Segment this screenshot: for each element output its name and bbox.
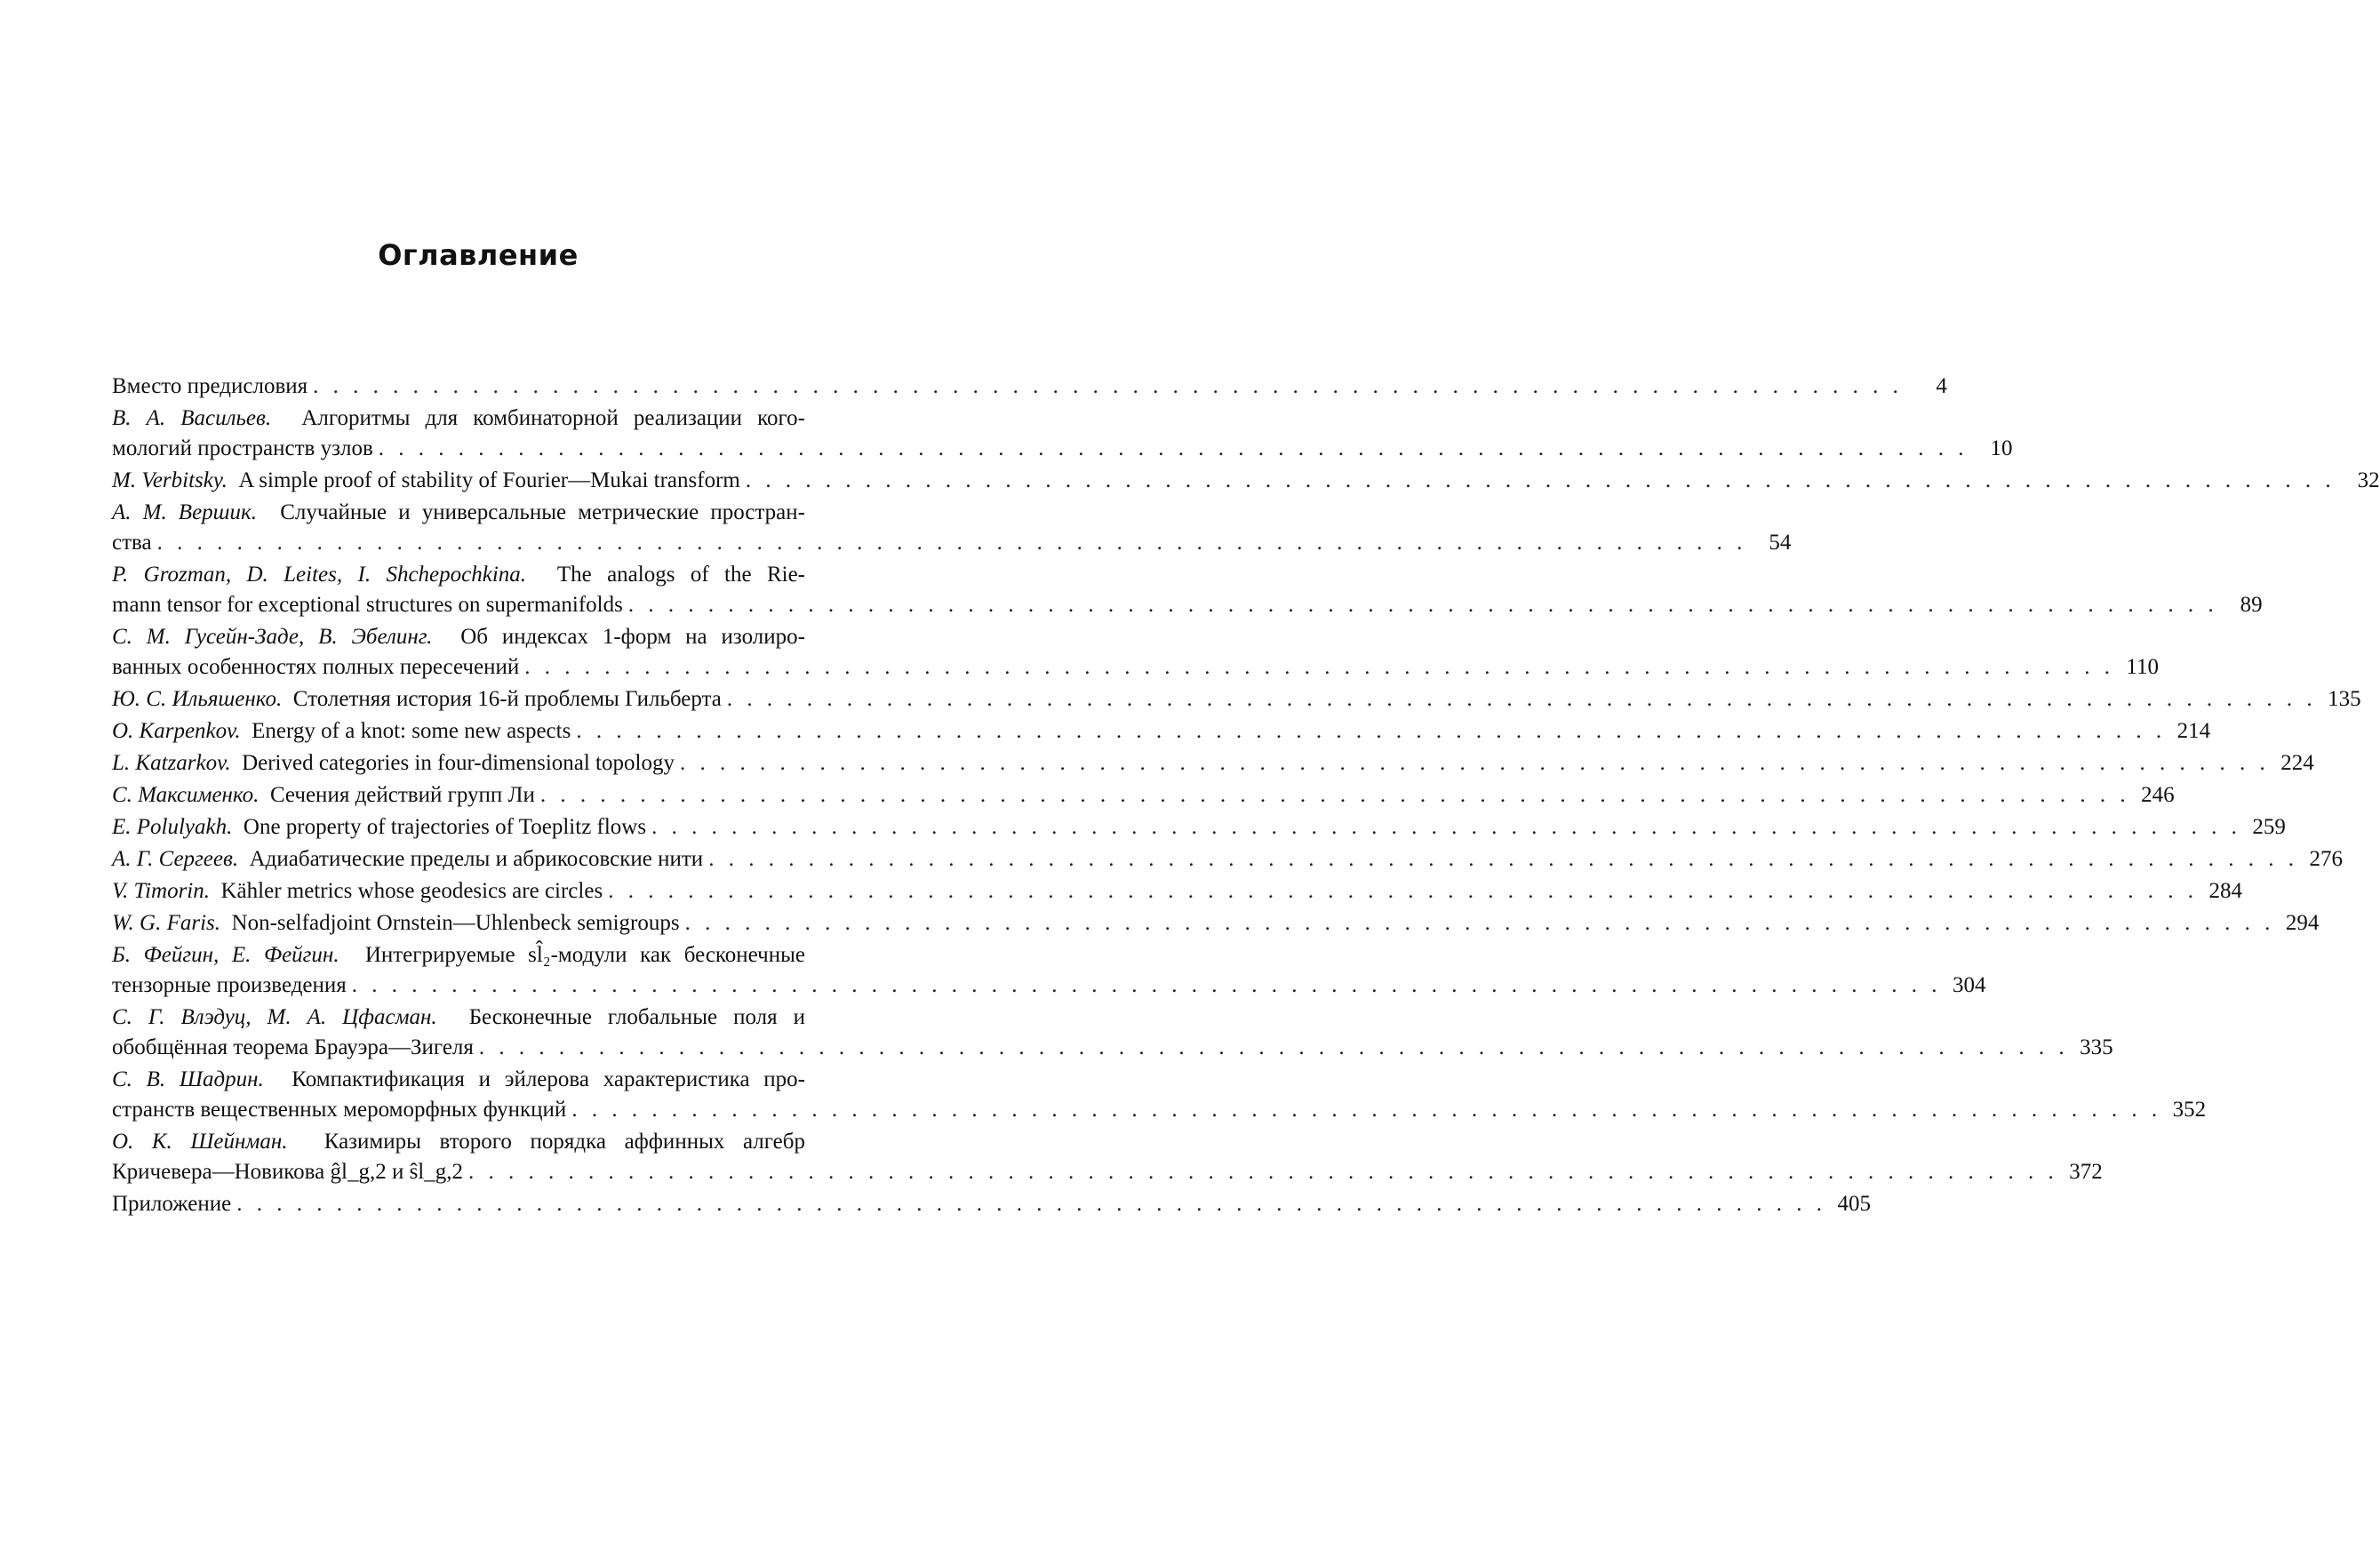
toc-line	[112, 372, 1947, 402]
toc-text	[112, 1003, 805, 1033]
toc-title: ства	[112, 531, 152, 555]
toc-page-number: 32	[2357, 468, 2380, 492]
toc-text	[112, 971, 347, 1001]
toc-line	[112, 652, 2159, 683]
toc-title: A simple proof of stability of Fourier—Mukai transform	[238, 468, 740, 492]
toc-leader-dots: . . . . . . . . . . . . . . . . . . . . . . . . . . . . . . . . . . . . . . . . . . . . . . . . . . . . . . . . . . . . . . . . . . . . . . . . . . . . . . . .	[236, 1192, 1826, 1216]
toc-page-number: 276	[2309, 847, 2343, 871]
toc-title: Derived categories in four-dimensional topology	[242, 751, 675, 775]
toc-text	[112, 1157, 463, 1187]
toc-author: M. Verbitsky.	[112, 468, 228, 492]
toc-author: С. В. Шадрин.	[112, 1067, 264, 1091]
toc-page-number: 135	[2328, 687, 2361, 711]
toc-leader-dots: . . . . . . . . . . . . . . . . . . . . . . . . . . . . . . . . . . . . . . . . . . . . . . . . . . . . . . . . . . . . . . . . . . . . . . . . . . . . . . . .	[627, 593, 2218, 617]
toc-line	[112, 434, 2013, 464]
page-title: Оглавление	[378, 238, 579, 272]
toc-text	[112, 590, 623, 620]
toc-title: обобщённая теорема Брауэра—Зигеля	[112, 1035, 474, 1059]
toc-leader-dots: . . . . . . . . . . . . . . . . . . . . . . . . . . . . . . . . . . . . . . . . . . . . . . . . . . . . . . . . . . . . . . . . . . . . . . . . . . . . . . . .	[726, 687, 2317, 711]
toc-title: Компактификация и эйлерова характеристика про-	[292, 1067, 806, 1091]
toc-title: The analogs of the Rie-	[556, 563, 806, 587]
toc-page-number: 214	[2176, 719, 2211, 743]
toc-entry[interactable]	[112, 684, 2361, 715]
toc-title: Non-selfadjoint Ornstein—Uhlenbeck semigroups	[231, 911, 680, 935]
toc-entry[interactable]	[112, 748, 2314, 779]
table-of-contents	[112, 372, 2380, 1221]
toc-page-number: 10	[1990, 436, 2013, 460]
toc-leader-dots: . . . . . . . . . . . . . . . . . . . . . . . . . . . . . . . . . . . . . . . . . . . . . . . . . . . . . . . . . . . . . . . . . . . . . . . . . . . . . . . .	[708, 847, 2298, 871]
toc-text	[112, 434, 373, 464]
toc-entry[interactable]	[112, 876, 2242, 907]
toc-text	[112, 1065, 805, 1095]
toc-entry[interactable]	[112, 403, 2013, 464]
toc-text	[112, 528, 152, 558]
toc-line	[112, 748, 2314, 779]
toc-line	[112, 844, 2343, 875]
toc-leader-dots: . . . . . . . . . . . . . . . . . . . . . . . . . . . . . . . . . . . . . . . . . . . . . . . . . . . . . . . . . . . . . . . . . . . . . . . . . . . . . . . .	[608, 879, 2198, 903]
toc-text	[112, 716, 571, 747]
toc-line	[112, 498, 862, 528]
toc-line	[112, 1189, 1871, 1219]
toc-author: С. М. Гусейн-Заде, В. Эбелинг.	[112, 625, 433, 649]
toc-text	[112, 684, 722, 715]
toc-line	[112, 971, 1986, 1001]
toc-title: ванных особенностях полных пересечений	[112, 655, 520, 679]
toc-leader-dots: . . . . . . . . . . . . . . . . . . . . . . . . . . . . . . . . . . . . . . . . . . . . . . . . . . . . . . . . . . . . . . . . . . . . . . . . . . . . . . . .	[651, 815, 2241, 839]
toc-text	[112, 652, 519, 683]
toc-title: мологий пространств узлов	[112, 436, 373, 460]
toc-page-number: 224	[2280, 751, 2314, 775]
toc-title: Сечения действий групп Ли	[269, 783, 535, 807]
toc-entry[interactable]	[112, 466, 2380, 496]
toc-entry[interactable]	[112, 372, 1947, 402]
toc-page-number: 352	[2172, 1098, 2207, 1122]
toc-author: E. Polulyakh.	[112, 815, 233, 839]
toc-text	[112, 876, 603, 907]
toc-entry[interactable]	[112, 908, 2320, 939]
toc-text	[112, 372, 307, 402]
toc-title: Вместо предисловия	[112, 374, 308, 398]
toc-entry[interactable]	[112, 780, 2175, 811]
toc-text	[112, 403, 805, 434]
toc-text	[112, 466, 740, 496]
toc-entry[interactable]	[112, 940, 1986, 1001]
toc-leader-dots: . . . . . . . . . . . . . . . . . . . . . . . . . . . . . . . . . . . . . . . . . . . . . . . . . . . . . . . . . . . . . . . . . . . . . . . . . . . . . . . .	[571, 1098, 2162, 1122]
toc-page-number: 54	[1769, 531, 1792, 555]
toc-page-number: 259	[2252, 815, 2286, 839]
toc-title: Случайные и универсальные метрические простран-	[280, 500, 805, 524]
toc-title: Алгоритмы для комбинаторной реализации кого-	[301, 406, 805, 430]
toc-entry[interactable]	[112, 812, 2286, 843]
toc-text	[112, 812, 646, 843]
toc-author: P. Grozman, D. Leites, I. Shchepochkina.	[112, 563, 527, 587]
toc-text	[112, 1127, 805, 1157]
toc-page-number: 304	[1953, 973, 1986, 997]
toc-author: С. Г. Влэдуц, М. А. Цфасман.	[112, 1005, 437, 1029]
toc-entry[interactable]	[112, 844, 2343, 875]
toc-text	[112, 908, 680, 939]
toc-author: V. Timorin.	[112, 879, 210, 903]
toc-line	[112, 466, 2380, 496]
toc-line	[112, 908, 2320, 939]
toc-title: Адиабатические пределы и абрикосовские нити	[249, 847, 704, 871]
toc-author: O. Karpenkov.	[112, 719, 241, 743]
toc-line	[112, 1003, 862, 1033]
toc-text	[112, 1095, 566, 1125]
toc-line	[112, 940, 862, 971]
toc-leader-dots: . . . . . . . . . . . . . . . . . . . . . . . . . . . . . . . . . . . . . . . . . . . . . . . . . . . . . . . . . . . . . . . . . . . . . . . . . . . . . . . .	[524, 655, 2114, 679]
toc-page-number: 335	[2080, 1035, 2113, 1059]
toc-page-number: 405	[1837, 1192, 1871, 1216]
toc-line	[112, 876, 2242, 907]
toc-entry[interactable]	[112, 1065, 2207, 1125]
toc-page-number: 246	[2141, 783, 2175, 807]
toc-title: Казимиры второго порядка аффинных алгебр	[323, 1130, 805, 1154]
toc-entry[interactable]	[112, 560, 2263, 620]
toc-page-number: 110	[2126, 655, 2159, 679]
toc-author: А. М. Вершик.	[112, 500, 257, 524]
toc-title: тензорные произведения	[112, 973, 347, 997]
toc-entry[interactable]	[112, 622, 2159, 683]
toc-title: странств вещественных мероморфных функций	[112, 1098, 567, 1122]
toc-entry[interactable]	[112, 1003, 2113, 1063]
toc-page-number: 4	[1936, 374, 1947, 398]
toc-entry[interactable]	[112, 716, 2211, 747]
toc-text	[112, 748, 675, 779]
toc-text	[112, 780, 535, 811]
toc-leader-dots: . . . . . . . . . . . . . . . . . . . . . . . . . . . . . . . . . . . . . . . . . . . . . . . . . . . . . . . . . . . . . . . . . . . . . . . . . . . . . . . .	[378, 436, 1969, 460]
toc-title: Бесконечные глобальные поля и	[468, 1005, 805, 1029]
toc-entry[interactable]	[112, 498, 1792, 558]
toc-title: mann tensor for exceptional structures on supermanifolds	[112, 593, 623, 617]
toc-line	[112, 1157, 2103, 1187]
toc-line	[112, 528, 1792, 558]
toc-page-number: 284	[2208, 879, 2242, 903]
toc-entry[interactable]	[112, 1189, 1871, 1219]
toc-leader-dots: . . . . . . . . . . . . . . . . . . . . . . . . . . . . . . . . . . . . . . . . . . . . . . . . . . . . . . . . . . . . . . . . . . . . . . . . . . . . . . . .	[679, 751, 2270, 775]
toc-line	[112, 684, 2361, 715]
toc-author: О. К. Шейнман.	[112, 1130, 288, 1154]
toc-page-number: 89	[2240, 593, 2263, 617]
toc-title: One property of trajectories of Toeplitz flows	[243, 815, 647, 839]
toc-author: А. Г. Сергеев.	[112, 847, 239, 871]
toc-line	[112, 622, 862, 652]
toc-leader-dots: . . . . . . . . . . . . . . . . . . . . . . . . . . . . . . . . . . . . . . . . . . . . . . . . . . . . . . . . . . . . . . . . . . . . . . . . . . . . . . . .	[468, 1160, 2058, 1184]
toc-line	[112, 812, 2286, 843]
toc-leader-dots: . . . . . . . . . . . . . . . . . . . . . . . . . . . . . . . . . . . . . . . . . . . . . . . . . . . . . . . . . . . . . . . . . . . . . . . . . . . . . . . .	[684, 911, 2275, 935]
toc-line	[112, 560, 862, 590]
toc-leader-dots: . . . . . . . . . . . . . . . . . . . . . . . . . . . . . . . . . . . . . . . . . . . . . . . . . . . . . . . . . . . . . . . . . . . . . . . . . . . . . . . .	[539, 783, 2130, 807]
toc-title: Интегрируемые sl̂₂-модули как бесконечные	[364, 943, 805, 967]
toc-line	[112, 403, 862, 434]
toc-author: С. Максименко.	[112, 783, 260, 807]
toc-text	[112, 560, 805, 590]
toc-text	[112, 1033, 474, 1063]
toc-entry[interactable]	[112, 1127, 2103, 1187]
toc-title: Kähler metrics whose geodesics are circles	[220, 879, 603, 903]
toc-text	[112, 622, 805, 652]
toc-text	[112, 1189, 231, 1219]
toc-author: W. G. Faris.	[112, 911, 221, 935]
toc-text	[112, 498, 805, 528]
toc-line	[112, 780, 2175, 811]
toc-line	[112, 1033, 2113, 1063]
toc-leader-dots: . . . . . . . . . . . . . . . . . . . . . . . . . . . . . . . . . . . . . . . . . . . . . . . . . . . . . . . . . . . . . . . . . . . . . . . . . . . . . . . .	[313, 374, 1903, 398]
toc-leader-dots: . . . . . . . . . . . . . . . . . . . . . . . . . . . . . . . . . . . . . . . . . . . . . . . . . . . . . . . . . . . . . . . . . . . . . . . . . . . . . . . .	[156, 531, 1747, 555]
toc-leader-dots: . . . . . . . . . . . . . . . . . . . . . . . . . . . . . . . . . . . . . . . . . . . . . . . . . . . . . . . . . . . . . . . . . . . . . . . . . . . . . . . .	[351, 973, 1942, 997]
toc-line	[112, 1095, 2207, 1125]
toc-text	[112, 844, 703, 875]
toc-title: Столетняя история 16-й проблемы Гильберта	[292, 687, 722, 711]
toc-author: Ю. С. Ильяшенко.	[112, 687, 283, 711]
toc-line	[112, 590, 2263, 620]
toc-text	[112, 940, 805, 971]
toc-title: Об индексах 1-форм на изолиро-	[460, 625, 805, 649]
toc-leader-dots: . . . . . . . . . . . . . . . . . . . . . . . . . . . . . . . . . . . . . . . . . . . . . . . . . . . . . . . . . . . . . . . . . . . . . . . . . . . . . . . .	[478, 1035, 2069, 1059]
toc-title: Приложение	[112, 1192, 232, 1216]
toc-title: Energy of a knot: some new aspects	[252, 719, 571, 743]
toc-leader-dots: . . . . . . . . . . . . . . . . . . . . . . . . . . . . . . . . . . . . . . . . . . . . . . . . . . . . . . . . . . . . . . . . . . . . . . . . . . . . . . . .	[745, 468, 2336, 492]
toc-page-number: 372	[2069, 1160, 2103, 1184]
toc-line	[112, 1127, 862, 1157]
toc-leader-dots: . . . . . . . . . . . . . . . . . . . . . . . . . . . . . . . . . . . . . . . . . . . . . . . . . . . . . . . . . . . . . . . . . . . . . . . . . . . . . . . .	[576, 719, 2167, 743]
toc-author: Б. Фейгин, Е. Фейгин.	[112, 943, 339, 967]
toc-line	[112, 716, 2211, 747]
toc-author: L. Katzarkov.	[112, 751, 231, 775]
toc-author: В. А. Васильев.	[112, 406, 272, 430]
toc-page-number: 294	[2285, 911, 2320, 935]
toc-line	[112, 1065, 862, 1095]
toc-title: Кричевера—Новикова ĝl_g,2 и ŝl_g,2	[112, 1160, 464, 1184]
